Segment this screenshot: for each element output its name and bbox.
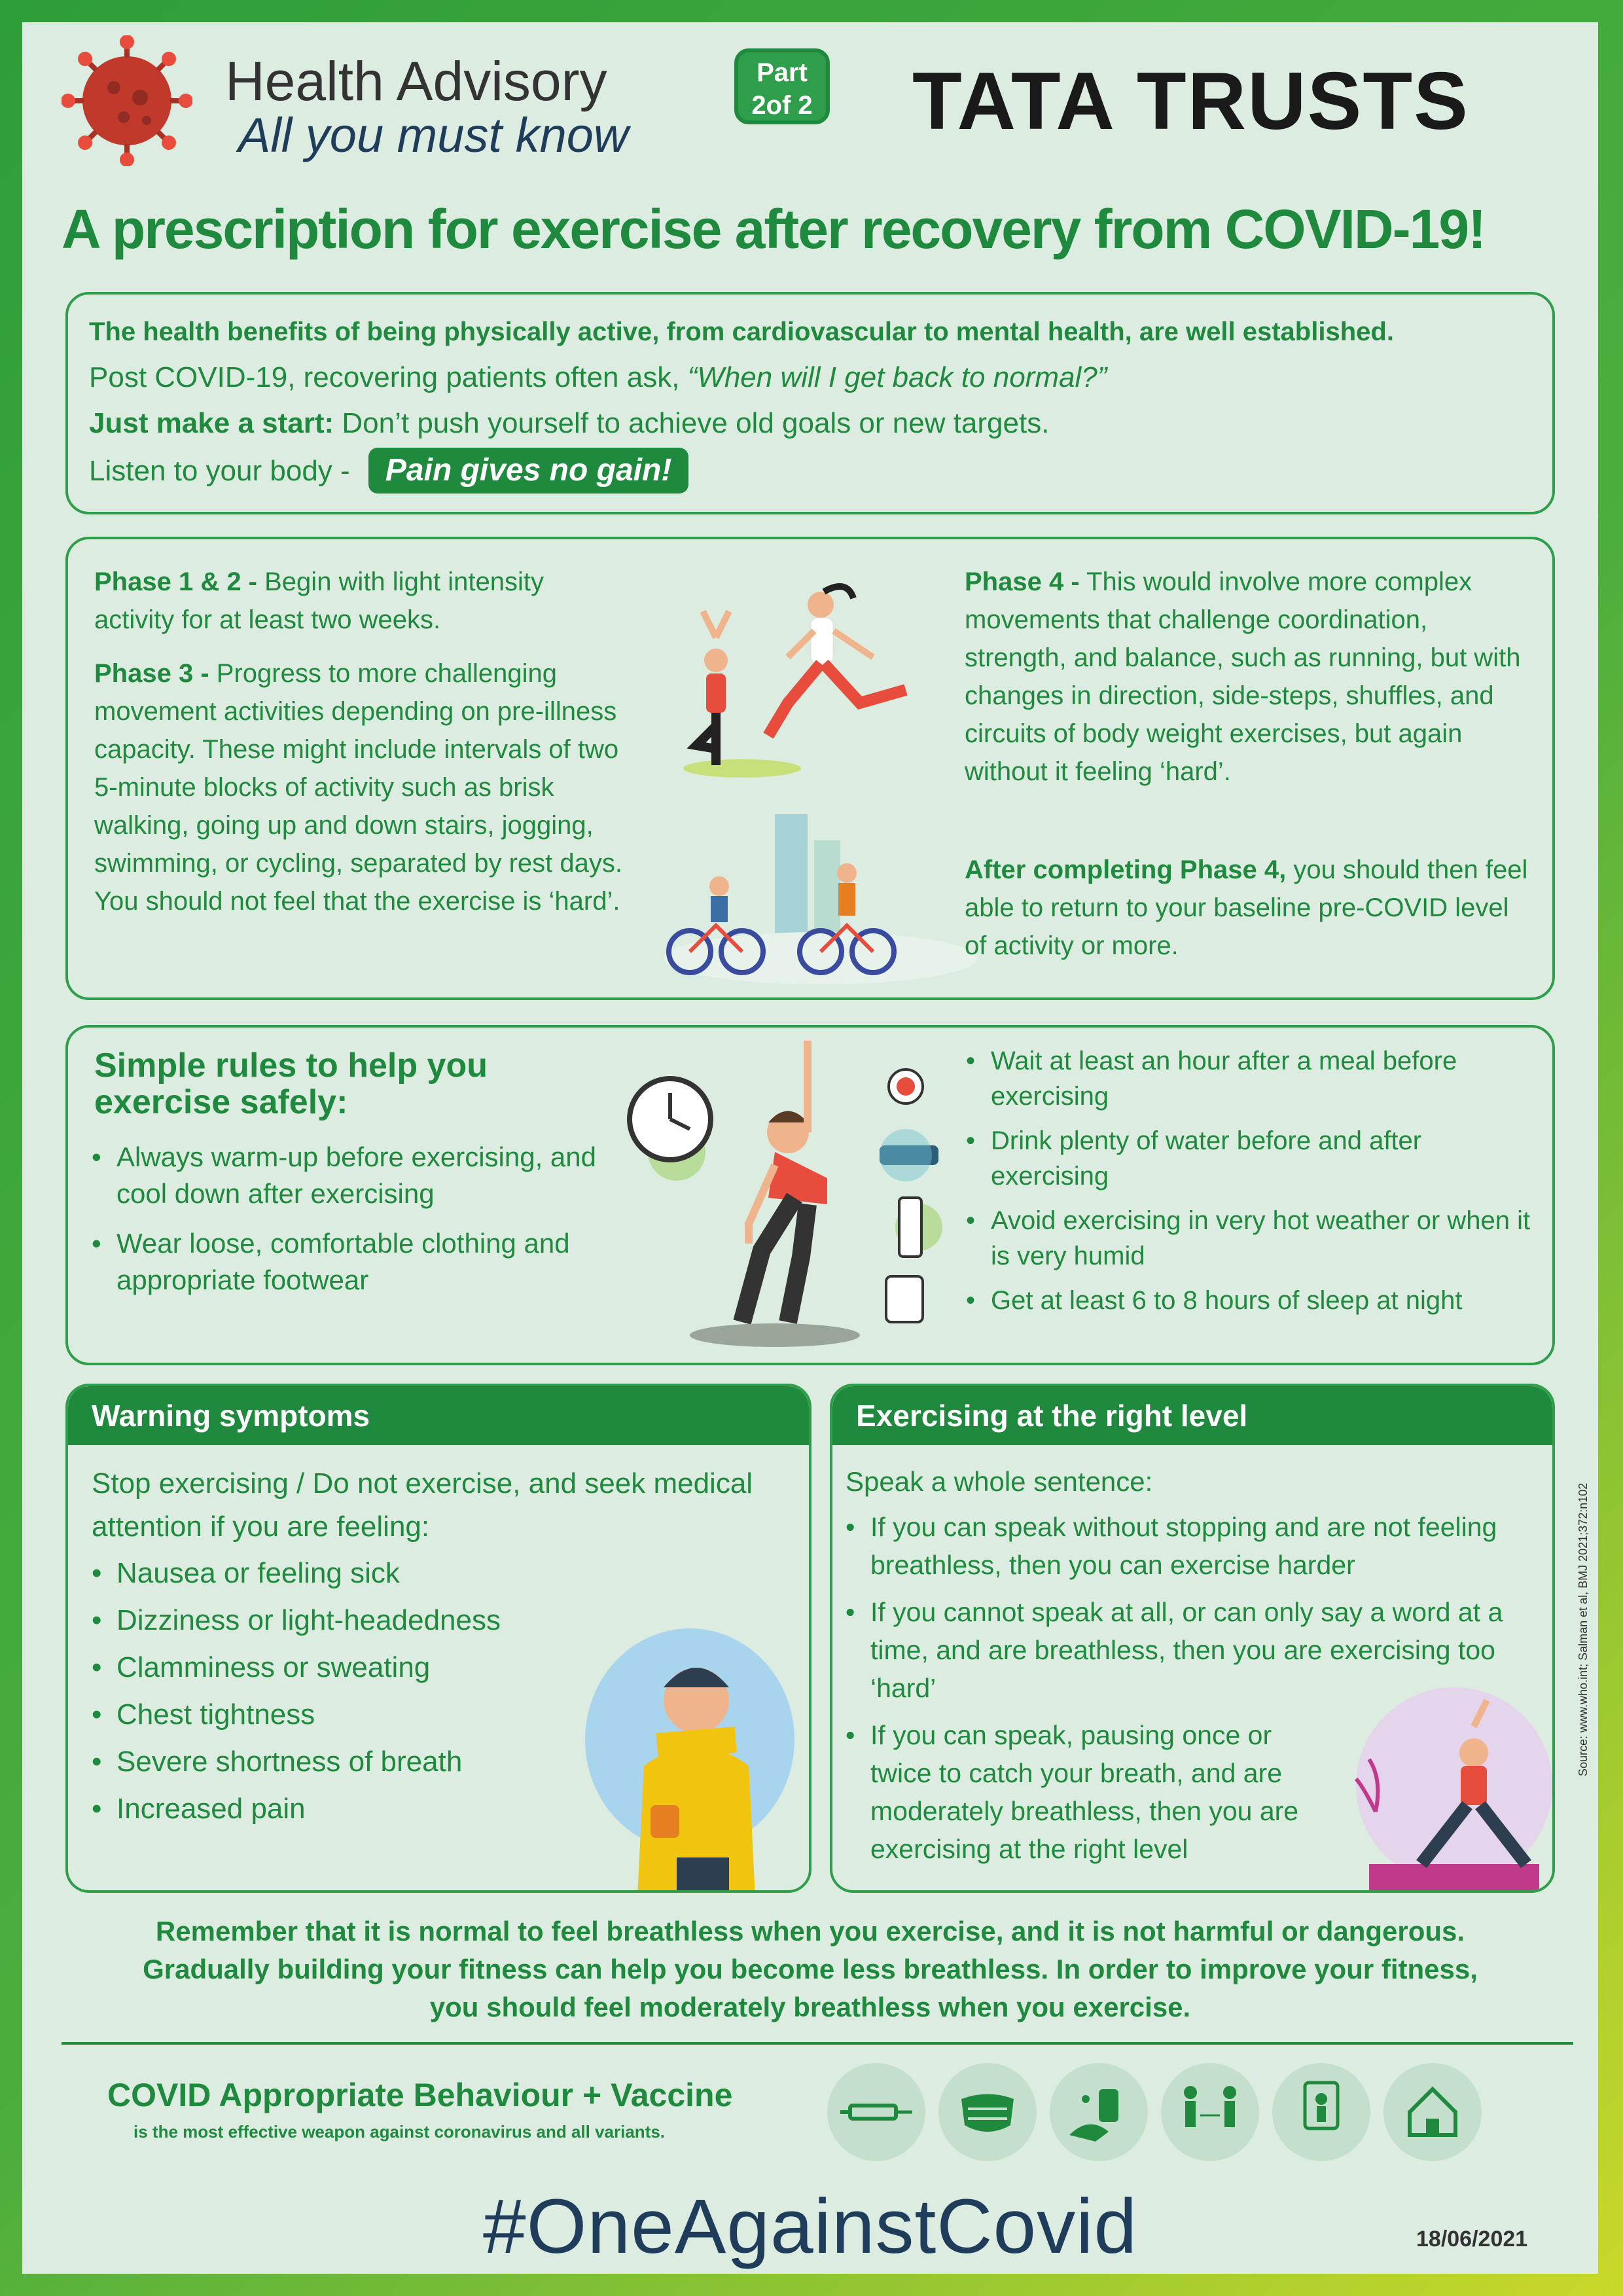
phase-4-label: Phase 4 - — [965, 567, 1080, 596]
hashtag: #OneAgainstCovid — [483, 2183, 1137, 2270]
remember-line: Gradually building your fitness can help you become less breathless. In order to improve your fitness, — [143, 1954, 1478, 1984]
cab-title: COVID Appropriate Behaviour + Vaccine — [107, 2077, 733, 2113]
stretching-illustration — [611, 1034, 1004, 1361]
warning-box — [65, 1384, 812, 1893]
headline: A prescription for exercise after recovery from COVID-19! — [62, 198, 1486, 260]
level-box — [830, 1384, 1555, 1893]
pain-pill: Pain gives no gain! — [368, 448, 688, 493]
avoid-crowd-icon — [1272, 2063, 1370, 2161]
cab-subtitle: is the most effective weapon against coronavirus and all variants. — [134, 2122, 666, 2142]
phase-3-label: Phase 3 - — [94, 659, 209, 688]
list-item: • Increased pain — [88, 1785, 546, 1833]
list-item: • If you can speak without stopping and are not feeling breathless, then you can exercise harder — [842, 1508, 1535, 1584]
stay-home-icon — [1383, 2063, 1482, 2161]
intro-box — [65, 292, 1555, 514]
phase-1-2 — [94, 563, 631, 639]
exercise-illustration — [657, 559, 978, 991]
poster — [22, 22, 1598, 2274]
org-logo: TATA TRUSTS — [912, 56, 1469, 147]
divider — [62, 2042, 1573, 2045]
list-item: • Always warm-up before exercising, and cool down after exercising — [88, 1139, 637, 1212]
phase-after-text: you should then feel able to return to your baseline pre-COVID level of activity or more. — [965, 855, 1528, 960]
rules-title: Simple rules to help you exercise safely: — [94, 1047, 488, 1121]
remember-line: you should feel moderately breathless when you exercise. — [429, 1992, 1191, 2022]
phases-box — [65, 537, 1555, 1000]
intro-line4-text: Listen to your body - — [89, 455, 358, 487]
date: 18/06/2021 — [1416, 2227, 1528, 2251]
list-item: • Dizziness or light-headedness — [88, 1597, 546, 1644]
mask-icon — [938, 2063, 1037, 2161]
list-item: • Chest tightness — [88, 1691, 546, 1738]
header-tagline: All you must know — [238, 108, 629, 162]
level-intro: Speak a whole sentence: — [846, 1466, 1153, 1497]
intro-line1: The health benefits of being physically active, from cardiovascular to mental health, are well established. — [89, 317, 1394, 346]
list-item: • Wait at least an hour after a meal before exercising — [962, 1043, 1538, 1114]
list-item: • Nausea or feeling sick — [88, 1550, 546, 1597]
rules-box — [65, 1025, 1555, 1365]
list-item: • Get at least 6 to 8 hours of sleep at night — [962, 1283, 1538, 1318]
warning-title: Warning symptoms — [68, 1386, 809, 1445]
intro-line3-text: Don’t push yourself to achieve old goals or new targets. — [334, 407, 1050, 439]
list-item: • Wear loose, comfortable clothing and appropriate footwear — [88, 1225, 637, 1299]
list-item: • Clamminess or sweating — [88, 1644, 546, 1691]
intro-line3 — [89, 401, 1049, 446]
header-title: Health Advisory — [225, 50, 607, 112]
list-item: • If you cannot speak at all, or can only say a word at a time, and are breathless, then you are exercising too ‘hard’ — [842, 1593, 1535, 1707]
intro-line4 — [89, 448, 688, 494]
remember-text — [22, 1912, 1598, 2026]
list-item: • Drink plenty of water before and after exercising — [962, 1123, 1538, 1194]
list-item: • Severe shortness of breath — [88, 1738, 546, 1785]
level-title: Exercising at the right level — [832, 1386, 1552, 1445]
source-text: Source: www.who.int; Salman et al, BMJ 2021;372:n102 — [1577, 1482, 1590, 1776]
distance-icon — [1161, 2063, 1259, 2161]
rules-left-list — [88, 1139, 637, 1299]
list-item: • Avoid exercising in very hot weather or when it is very humid — [962, 1203, 1538, 1274]
phase-after-label: After completing Phase 4, — [965, 855, 1287, 884]
remember-line: Remember that it is normal to feel breathless when you exercise, and it is not harmful or dangerous. — [155, 1916, 1465, 1946]
intro-line2-text: Post COVID-19, recovering patients often ask, — [89, 361, 688, 393]
coronavirus-icon — [62, 35, 192, 166]
hand-wash-icon — [1050, 2063, 1148, 2161]
vaccine-icon — [827, 2063, 925, 2161]
intro-line3-label: Just make a start: — [89, 407, 334, 439]
intro-quote: “When will I get back to normal?” — [687, 361, 1107, 393]
sick-person-illustration — [585, 1615, 808, 1893]
yoga-illustration — [1343, 1681, 1552, 1890]
part-badge: Part 2of 2 — [734, 48, 830, 124]
phase-3 — [94, 655, 631, 920]
list-item: • If you can speak, pausing once or twice to catch your breath, and are moderately breathless, then you are exercising at the right level — [842, 1716, 1329, 1868]
phase-after — [965, 851, 1534, 965]
intro-line2 — [89, 355, 1107, 401]
phase-4 — [965, 563, 1534, 791]
phase-1-2-text: Begin with light intensity activity for at least two weeks. — [94, 567, 544, 634]
warning-list — [88, 1550, 546, 1833]
rules-right-list — [962, 1043, 1538, 1318]
phase-4-text: This would involve more complex movements that challenge coordination, strength, and balance, such as running, but with changes in direction, side-steps, shuffles, and circuits of body weight exercises, but again without it feeling ‘hard’. — [965, 567, 1521, 786]
phase-1-2-label: Phase 1 & 2 - — [94, 567, 258, 596]
warning-intro: Stop exercising / Do not exercise, and seek medical attention if you are feeling: — [92, 1467, 753, 1543]
phase-3-text: Progress to more challenging movement activities depending on pre-illness capacity. These might include intervals of two 5-minute blocks of activity such as brisk walking, going up and down stairs, jogging, swimming, or cycling, separated by rest days. You should not feel that the exercise is ‘hard’. — [94, 659, 622, 916]
